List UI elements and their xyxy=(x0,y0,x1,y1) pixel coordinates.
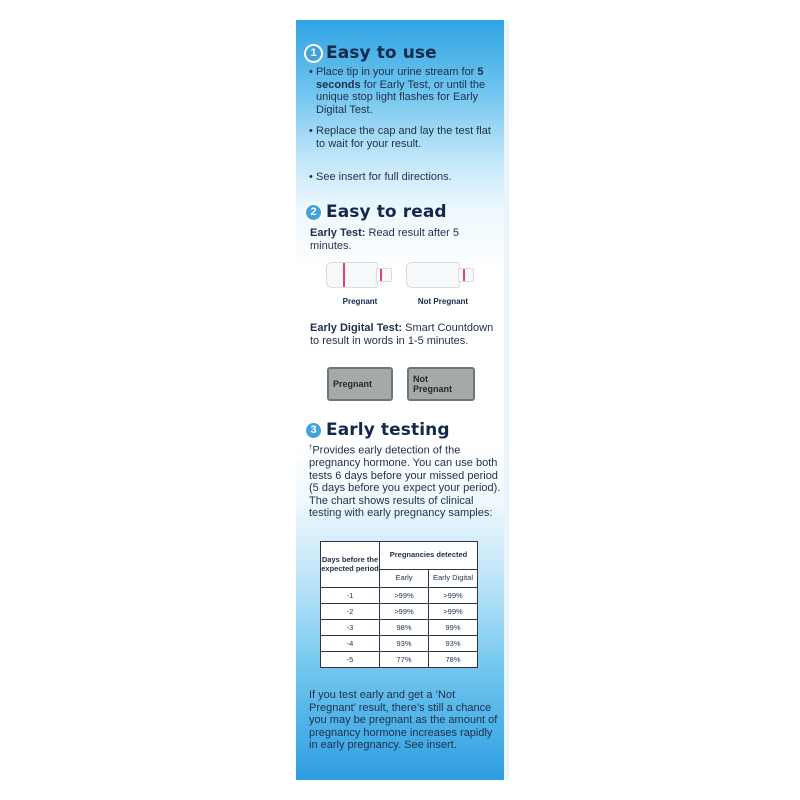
digital-test-description: Early Digital Test: Smart Countdown to result in words in 1-5 minutes. xyxy=(310,322,494,347)
column-header-pregnancies: Pregnancies detected xyxy=(380,542,478,570)
cell-digital: 93% xyxy=(429,636,478,652)
early-test-description: Early Test: Read result after 5 minutes. xyxy=(310,227,459,252)
control-line xyxy=(343,263,345,287)
section-3-title: Early testing xyxy=(326,420,450,440)
table-row xyxy=(321,652,478,668)
cell-early: 98% xyxy=(380,620,429,636)
cell-digital: >99% xyxy=(429,604,478,620)
detection-table xyxy=(320,541,478,668)
cell-day: -1 xyxy=(321,588,380,604)
section-1-title: Easy to use xyxy=(326,43,437,63)
cell-day: -3 xyxy=(321,620,380,636)
package-edge xyxy=(506,20,509,780)
section-1-header xyxy=(306,43,437,63)
step-2-number-badge: 2 xyxy=(306,205,321,220)
cell-early: >99% xyxy=(380,604,429,620)
table-row xyxy=(321,588,478,604)
table-row xyxy=(321,636,478,652)
cell-day: -2 xyxy=(321,604,380,620)
cell-digital: 99% xyxy=(429,620,478,636)
table-row xyxy=(321,620,478,636)
cell-digital: >99% xyxy=(429,588,478,604)
section-2-header xyxy=(306,202,447,222)
cell-early: 93% xyxy=(380,636,429,652)
stick-pregnant-label: Pregnant xyxy=(342,297,378,306)
table-row xyxy=(321,604,478,620)
digital-screen-pregnant: Pregnant xyxy=(327,367,393,401)
digital-screen-not-pregnant: Not Pregnant xyxy=(407,367,475,401)
column-header-digital: Early Digital xyxy=(429,570,478,588)
cell-digital: 78% xyxy=(429,652,478,668)
usage-bullet-3: • See insert for full directions. xyxy=(309,171,452,183)
cell-day: -4 xyxy=(321,636,380,652)
cell-day: -5 xyxy=(321,652,380,668)
control-line xyxy=(463,269,465,281)
cell-early: 77% xyxy=(380,652,429,668)
stick-not-pregnant-label: Not Pregnant xyxy=(417,297,469,306)
column-header-early: Early xyxy=(380,570,429,588)
usage-bullet-2: • Replace the cap and lay the test flat to wait for your result. xyxy=(309,125,491,150)
test-line xyxy=(380,269,382,281)
section-3-header xyxy=(306,420,450,440)
step-3-number-badge: 3 xyxy=(306,423,321,438)
cell-early: >99% xyxy=(380,588,429,604)
step-1-number-badge: 1 xyxy=(306,46,321,61)
closing-note: If you test early and get a ‘Not Pregnant’ result, there’s still a chance you may be pregnant as the amount of pregnancy hormone increases rapidly in early pregnancy. See insert. xyxy=(309,689,498,751)
section-2-title: Easy to read xyxy=(326,202,447,222)
early-testing-intro: †Provides early detection of the pregnancy hormone. You can use both tests 6 days before your missed period (5 days before you expect your period). The chart shows results of clinical testing with early pregnancy samples: xyxy=(309,444,501,520)
column-header-days: Days before the expected period xyxy=(321,542,380,588)
usage-bullet-1: • Place tip in your urine stream for 5 seconds for Early Test, or until the unique stop light flashes for Early Digital Test. xyxy=(309,66,486,116)
